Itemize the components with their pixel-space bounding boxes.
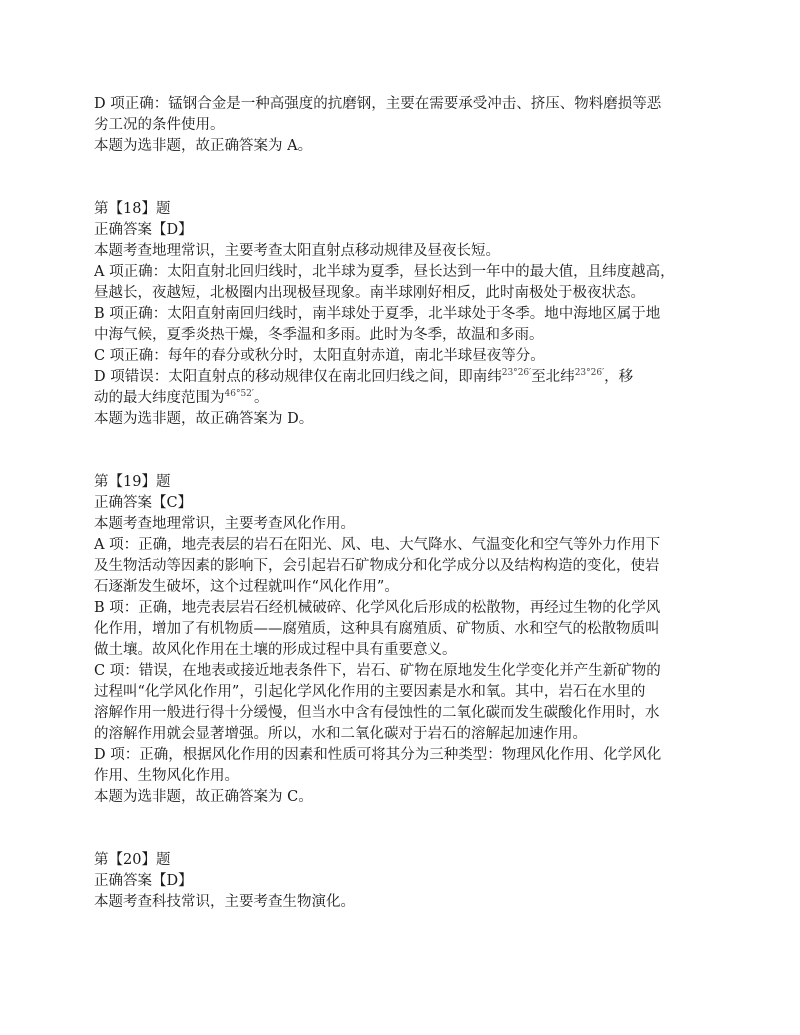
- q18-section: [94, 199, 714, 430]
- text-line: 本题考查科技常识，主要考查生物演化。: [94, 894, 355, 910]
- text-line: C 项：错误，在地表或接近地表条件下，岩石、矿物在原地发生化学变化并产生新矿物的: [94, 663, 661, 679]
- text-line: 劣工况的条件使用。: [94, 117, 225, 133]
- q17-tail-section: [94, 94, 714, 157]
- range-minutes: 52′: [240, 389, 254, 399]
- text-line: 作用、生物风化作用。: [94, 768, 239, 784]
- question-number: 第【18】题: [94, 201, 171, 217]
- question-number: 第【19】题: [94, 474, 171, 490]
- text-line: 石逐渐发生破坏，这个过程就叫作“风化作用”。: [94, 579, 399, 595]
- text-line: B 项正确：太阳直射南回归线时，南半球处于夏季，北半球处于冬季。地中海地区属于地: [94, 306, 661, 322]
- text-segment: 至北纬: [531, 369, 575, 385]
- text-line: 的溶解作用就会显著增强。所以，水和二氧化碳对于岩石的溶解起加速作用。: [94, 726, 587, 742]
- answer-conclusion: 本题为选非题，故正确答案为 D。: [94, 411, 314, 427]
- text-segment: 动的最大纬度范围为: [94, 390, 225, 406]
- text-segment: 。: [253, 390, 269, 406]
- text-line: D 项正确：锰钢合金是一种高强度的抗磨钢，主要在需要承受冲击、挤压、物料磨损等恶: [94, 96, 662, 112]
- latitude-degrees: 23°: [574, 368, 591, 378]
- text-line: C 项正确：每年的春分或秋分时，太阳直射赤道，南北半球昼夜等分。: [94, 348, 545, 364]
- text-line: 溶解作用一般进行得十分缓慢，但当水中含有侵蚀性的二氧化碳而发生碳酸化作用时，水: [94, 705, 660, 721]
- text-line: A 项：正确，地壳表层的岩石在阳光、风、电、大气降水、气温变化和空气等外力作用下: [94, 537, 661, 553]
- text-line: 做土壤。故风化作用在土壤的形成过程中具有重要意义。: [94, 642, 457, 658]
- answer-conclusion: 本题为选非题，故正确答案为 A。: [94, 138, 313, 154]
- answer-conclusion: 本题为选非题，故正确答案为 C。: [94, 789, 313, 805]
- text-line: 本题考查地理常识，主要考查风化作用。: [94, 516, 355, 532]
- text-line-with-range: [94, 388, 714, 409]
- text-line: 昼越长，夜越短，北极圈内出现极昼现象。南半球刚好相反，此时南极处于极夜状态。: [94, 285, 645, 301]
- correct-answer: 正确答案【D】: [94, 222, 193, 238]
- text-line: D 项：正确，根据风化作用的因素和性质可将其分为三种类型：物理风化作用、化学风化: [94, 747, 662, 763]
- latitude-minutes: 26′: [590, 368, 605, 378]
- text-line: 过程叫“化学风化作用”，引起化学风化作用的主要因素是水和氧。其中，岩石在水里的: [94, 684, 646, 700]
- text-line: 化作用，增加了有机物质——腐殖质，这种具有腐殖质、矿物质、水和空气的松散物质叫: [94, 621, 660, 637]
- text-segment: ，移: [604, 369, 634, 385]
- text-line: 中海气候，夏季炎热干燥，冬季温和多雨。此时为冬季，故温和多雨。: [94, 327, 544, 343]
- text-line: 本题考查地理常识，主要考查太阳直射点移动规律及昼夜长短。: [94, 243, 500, 259]
- latitude-degrees: 23°: [501, 368, 518, 378]
- text-line-with-latitude: [94, 367, 714, 388]
- text-line: A 项正确：太阳直射北回归线时，北半球为夏季，昼长达到一年中的最大值，且纬度越高，: [94, 264, 675, 280]
- correct-answer: 正确答案【D】: [94, 873, 193, 889]
- text-line: B 项：正确，地壳表层岩石经机械破碎、化学风化后形成的松散物，再经过生物的化学风: [94, 600, 661, 616]
- question-number: 第【20】题: [94, 852, 171, 868]
- text-line: 及生物活动等因素的影响下，会引起岩石矿物成分和化学成分以及结构构造的变化，使岩: [94, 558, 660, 574]
- q19-section: [94, 472, 714, 808]
- text-segment: D 项错误：太阳直射点的移动规律仅在南北回归线之间，即南纬: [94, 369, 502, 385]
- correct-answer: 正确答案【C】: [94, 495, 193, 511]
- answer-document: [94, 94, 714, 913]
- latitude-minutes: 26′: [517, 368, 532, 378]
- range-degrees: 46°: [224, 389, 241, 399]
- q20-section: [94, 850, 714, 913]
